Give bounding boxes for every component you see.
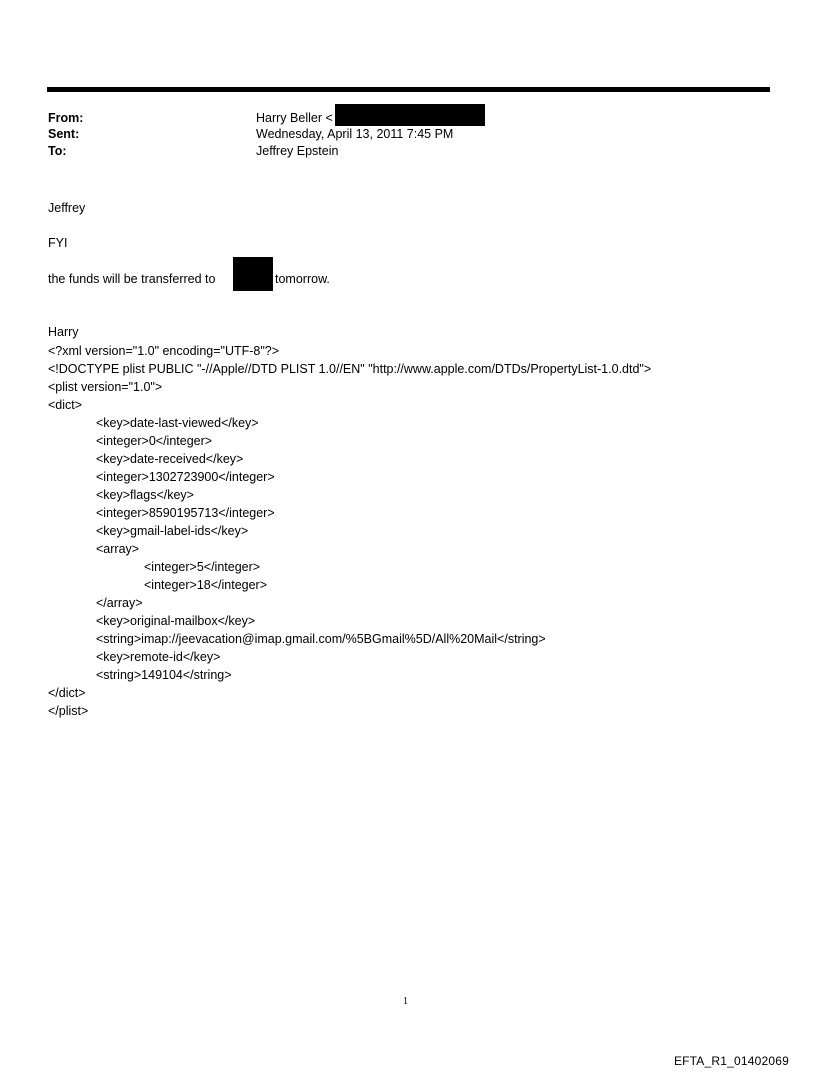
- from-value: Harry Beller <: [256, 111, 333, 125]
- plist-line: <key>date-last-viewed</key>: [96, 416, 259, 430]
- plist-line: <array>: [96, 542, 140, 556]
- from-label: From:: [48, 111, 84, 125]
- plist-line: <key>remote-id</key>: [96, 650, 221, 664]
- plist-line: <key>date-received</key>: [96, 452, 244, 466]
- plist-line: </array>: [96, 596, 143, 610]
- recipient-redaction: [233, 257, 273, 291]
- plist-line: <integer>18</integer>: [144, 578, 268, 592]
- to-label: To:: [48, 144, 67, 158]
- plist-line: <integer>8590195713</integer>: [96, 506, 275, 520]
- page-number: 1: [403, 996, 408, 1007]
- sender-email-redaction: [335, 104, 485, 126]
- signature-text: Harry: [48, 325, 79, 339]
- plist-line: <integer>5</integer>: [144, 560, 261, 574]
- sent-label: Sent:: [48, 127, 80, 141]
- plist-line: <plist version="1.0">: [48, 380, 163, 394]
- plist-line: </plist>: [48, 704, 89, 718]
- plist-line: <dict>: [48, 398, 83, 412]
- fyi-text: FYI: [48, 236, 68, 250]
- plist-line: <?xml version="1.0" encoding="UTF-8"?>: [48, 344, 280, 358]
- plist-line: <key>gmail-label-ids</key>: [96, 524, 249, 538]
- bates-number: EFTA_R1_01402069: [673, 1054, 789, 1068]
- plist-line: <string>149104</string>: [96, 668, 232, 682]
- plist-line: <integer>1302723900</integer>: [96, 470, 275, 484]
- plist-line: <key>original-mailbox</key>: [96, 614, 256, 628]
- plist-line: <!DOCTYPE plist PUBLIC "-//Apple//DTD PLIST 1.0//EN" "http://www.apple.com/DTDs/PropertyList-1.0.dtd">: [48, 362, 652, 376]
- plist-line: <integer>0</integer>: [96, 434, 213, 448]
- transfer-text-before: the funds will be transferred to: [48, 272, 216, 286]
- plist-block: [48, 342, 651, 720]
- transfer-text-after: tomorrow.: [275, 272, 330, 286]
- sent-value: Wednesday, April 13, 2011 7:45 PM: [256, 127, 454, 141]
- plist-line: <string>imap://jeevacation@imap.gmail.com/%5BGmail%5D/All%20Mail</string>: [96, 632, 546, 646]
- greeting-text: Jeffrey: [48, 201, 86, 215]
- header-divider-rule: [47, 87, 770, 92]
- plist-line: </dict>: [48, 686, 86, 700]
- to-value: Jeffrey Epstein: [256, 144, 339, 158]
- plist-line: <key>flags</key>: [96, 488, 194, 502]
